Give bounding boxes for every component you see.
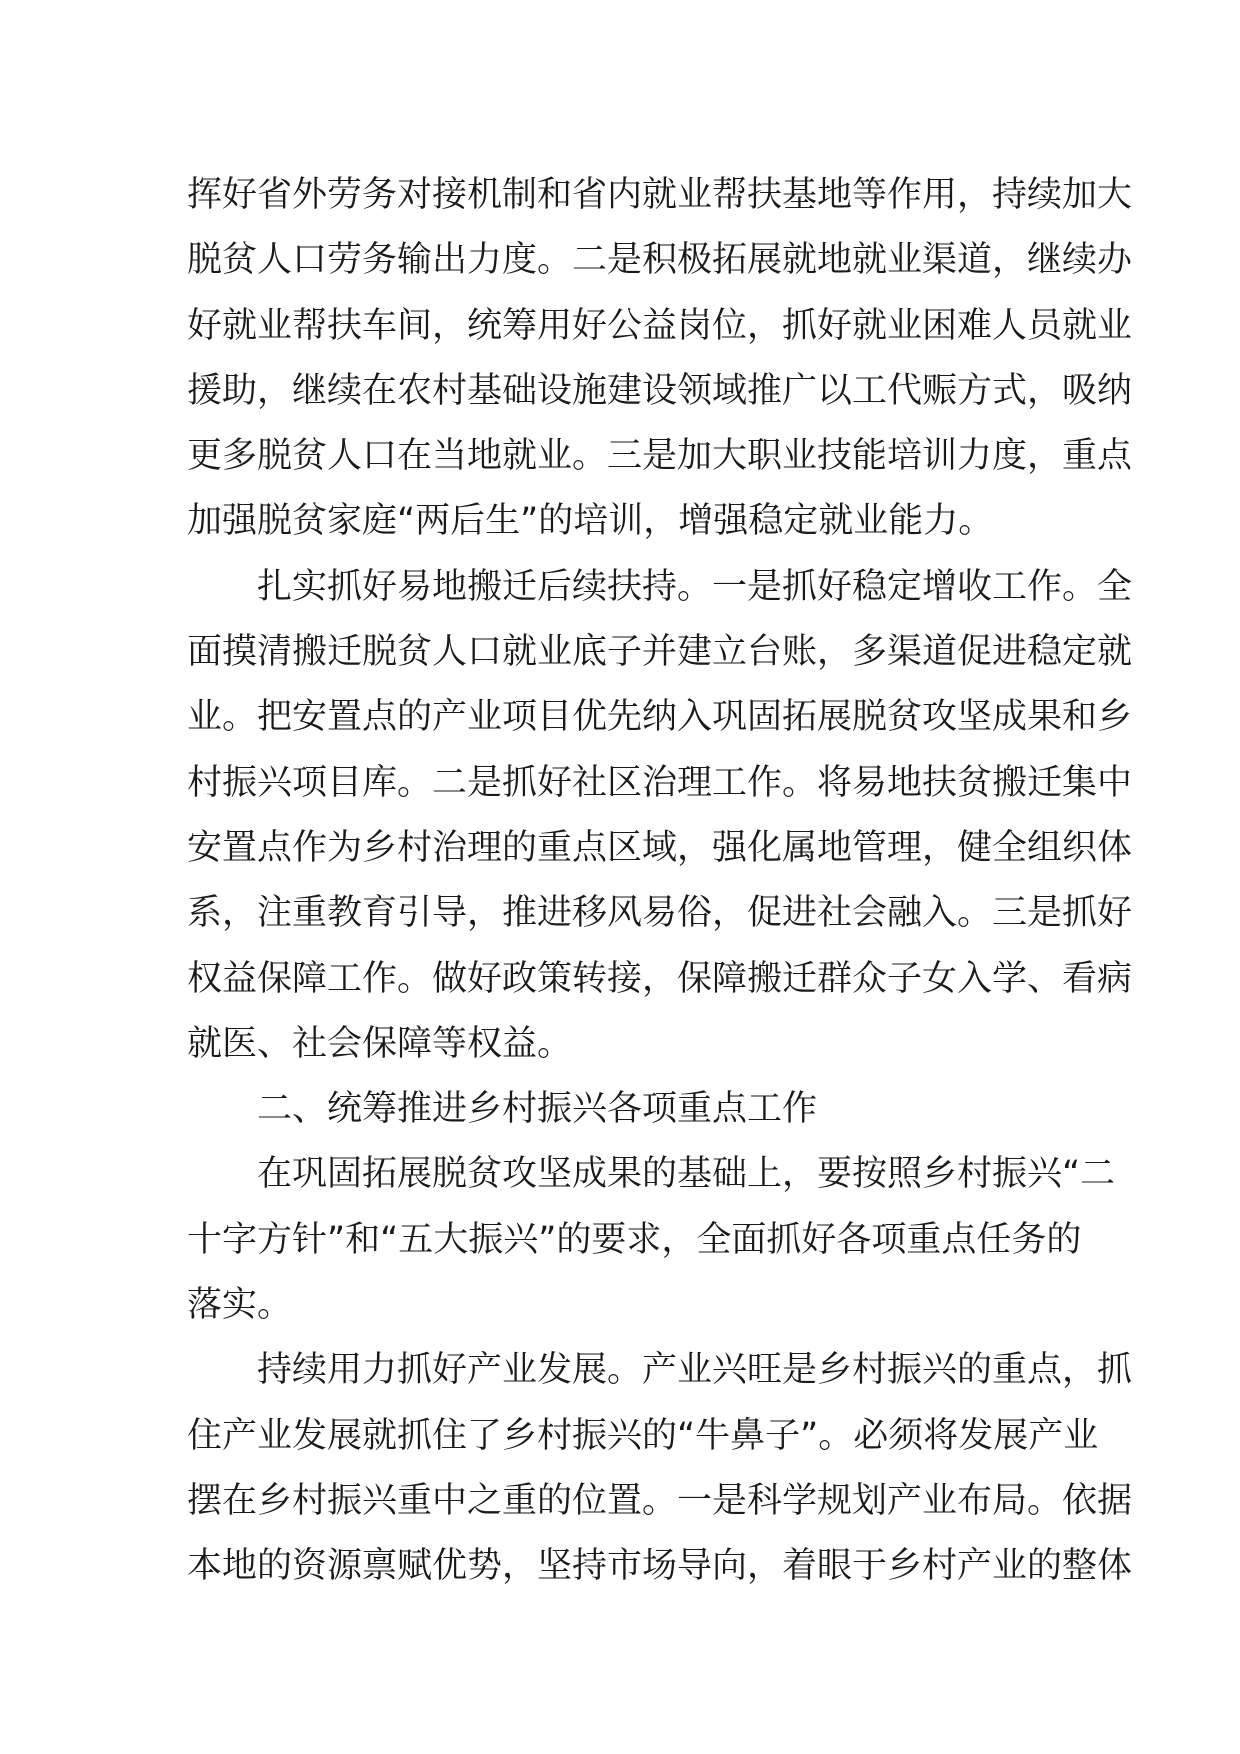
text-line: 在巩固拓展脱贫攻坚成果的基础上，要按照乡村振兴“二 <box>187 1154 1116 1195</box>
text-line: 面摸清搬迁脱贫人口就业底子并建立台账，多渠道促进稳定就 <box>187 632 1133 673</box>
text-line: 就医、社会保障等权益。 <box>187 1023 573 1064</box>
text-line: 业。把安置点的产业项目优先纳入巩固拓展脱贫攻坚成果和乡 <box>187 697 1133 738</box>
text-line: 加强脱贫家庭“两后生”的培训，增强稳定就业能力。 <box>187 501 994 542</box>
text-line: 持续用力抓好产业发展。产业兴旺是乡村振兴的重点，抓 <box>187 1350 1133 1391</box>
text-line: 安置点作为乡村治理的重点区域，强化属地管理，健全组织体 <box>187 827 1133 868</box>
text-line: 好就业帮扶车间，统筹用好公益岗位，抓好就业困难人员就业 <box>187 305 1133 346</box>
text-line: 挥好省外劳务对接机制和省内就业帮扶基地等作用，持续加大 <box>187 175 1133 215</box>
text-line: 脱贫人口劳务输出力度。二是积极拓展就地就业渠道，继续办 <box>187 240 1133 281</box>
text-line: 系，注重教育引导，推进移风易俗，促进社会融入。三是抓好 <box>187 893 1133 934</box>
text-line: 落实。 <box>187 1285 293 1326</box>
text-line: 住产业发展就抓住了乡村振兴的“牛鼻子”。必须将发展产业 <box>187 1415 1099 1456</box>
text-line: 摆在乡村振兴重中之重的位置。一是科学规划产业布局。依据 <box>187 1480 1133 1521</box>
text-line: 村振兴项目库。二是抓好社区治理工作。将易地扶贫搬迁集中 <box>187 762 1133 803</box>
text-line: 十字方针”和“五大振兴”的要求，全面抓好各项重点任务的 <box>187 1219 1082 1260</box>
text-line: 扎实抓好易地搬迁后续扶持。一是抓好稳定增收工作。全 <box>187 566 1133 607</box>
text-line: 本地的资源禀赋优势，坚持市场导向，着眼于乡村产业的整体 <box>187 1546 1133 1587</box>
section-heading: 二、统筹推进乡村振兴各项重点工作 <box>187 1089 818 1130</box>
text-line: 援助，继续在农村基础设施建设领域推广以工代赈方式，吸纳 <box>187 370 1133 411</box>
text-line: 更多脱贫人口在当地就业。三是加大职业技能培训力度，重点 <box>187 436 1133 477</box>
text-line: 权益保障工作。做好政策转接，保障搬迁群众子女入学、看病 <box>187 958 1133 999</box>
body-text <box>187 163 1133 1600</box>
